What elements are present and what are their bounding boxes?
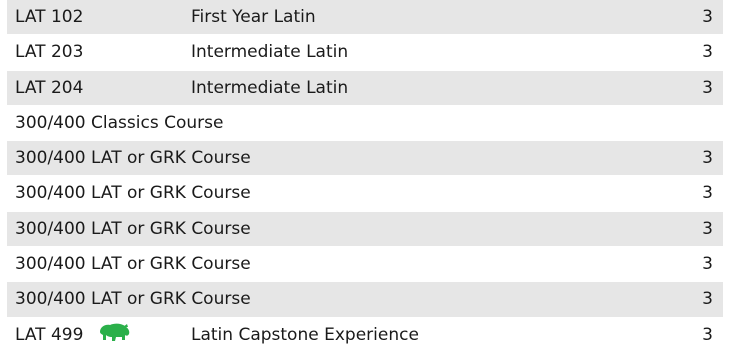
course-title: Latin Capstone Experience xyxy=(191,324,419,345)
course-code: 300/400 LAT or GRK Course xyxy=(15,254,251,275)
course-code-with-icon xyxy=(15,318,131,352)
table-row xyxy=(7,282,723,317)
table-row xyxy=(7,176,723,211)
course-credits: 3 xyxy=(702,7,713,27)
course-code: LAT 203 xyxy=(15,42,84,63)
table-row xyxy=(7,106,723,141)
table-row xyxy=(7,318,723,353)
course-title: Intermediate Latin xyxy=(191,77,349,98)
table-row xyxy=(7,141,723,176)
course-requirements-table xyxy=(7,0,723,353)
course-code: LAT 102 xyxy=(15,7,84,27)
course-code: 300/400 LAT or GRK Course xyxy=(15,183,251,204)
table-row xyxy=(7,212,723,247)
course-credits: 3 xyxy=(702,254,713,275)
course-code: LAT 499 xyxy=(15,324,84,345)
course-title: Intermediate Latin xyxy=(191,42,349,63)
course-credits: 3 xyxy=(702,148,713,169)
table-row xyxy=(7,0,723,35)
bison-icon xyxy=(97,322,131,344)
course-title: First Year Latin xyxy=(191,7,316,27)
course-credits: 3 xyxy=(702,42,713,63)
course-credits: 3 xyxy=(702,289,713,310)
table-row xyxy=(7,35,723,70)
course-code: 300/400 LAT or GRK Course xyxy=(15,289,251,310)
table-row xyxy=(7,71,723,106)
course-credits: 3 xyxy=(702,324,713,345)
course-credits: 3 xyxy=(702,218,713,239)
course-credits: 3 xyxy=(702,77,713,98)
course-code: 300/400 Classics Course xyxy=(15,112,224,133)
course-code: 300/400 LAT or GRK Course xyxy=(15,218,251,239)
course-code: LAT 204 xyxy=(15,77,84,98)
course-code: 300/400 LAT or GRK Course xyxy=(15,148,251,169)
table-row xyxy=(7,247,723,282)
course-credits: 3 xyxy=(702,183,713,204)
